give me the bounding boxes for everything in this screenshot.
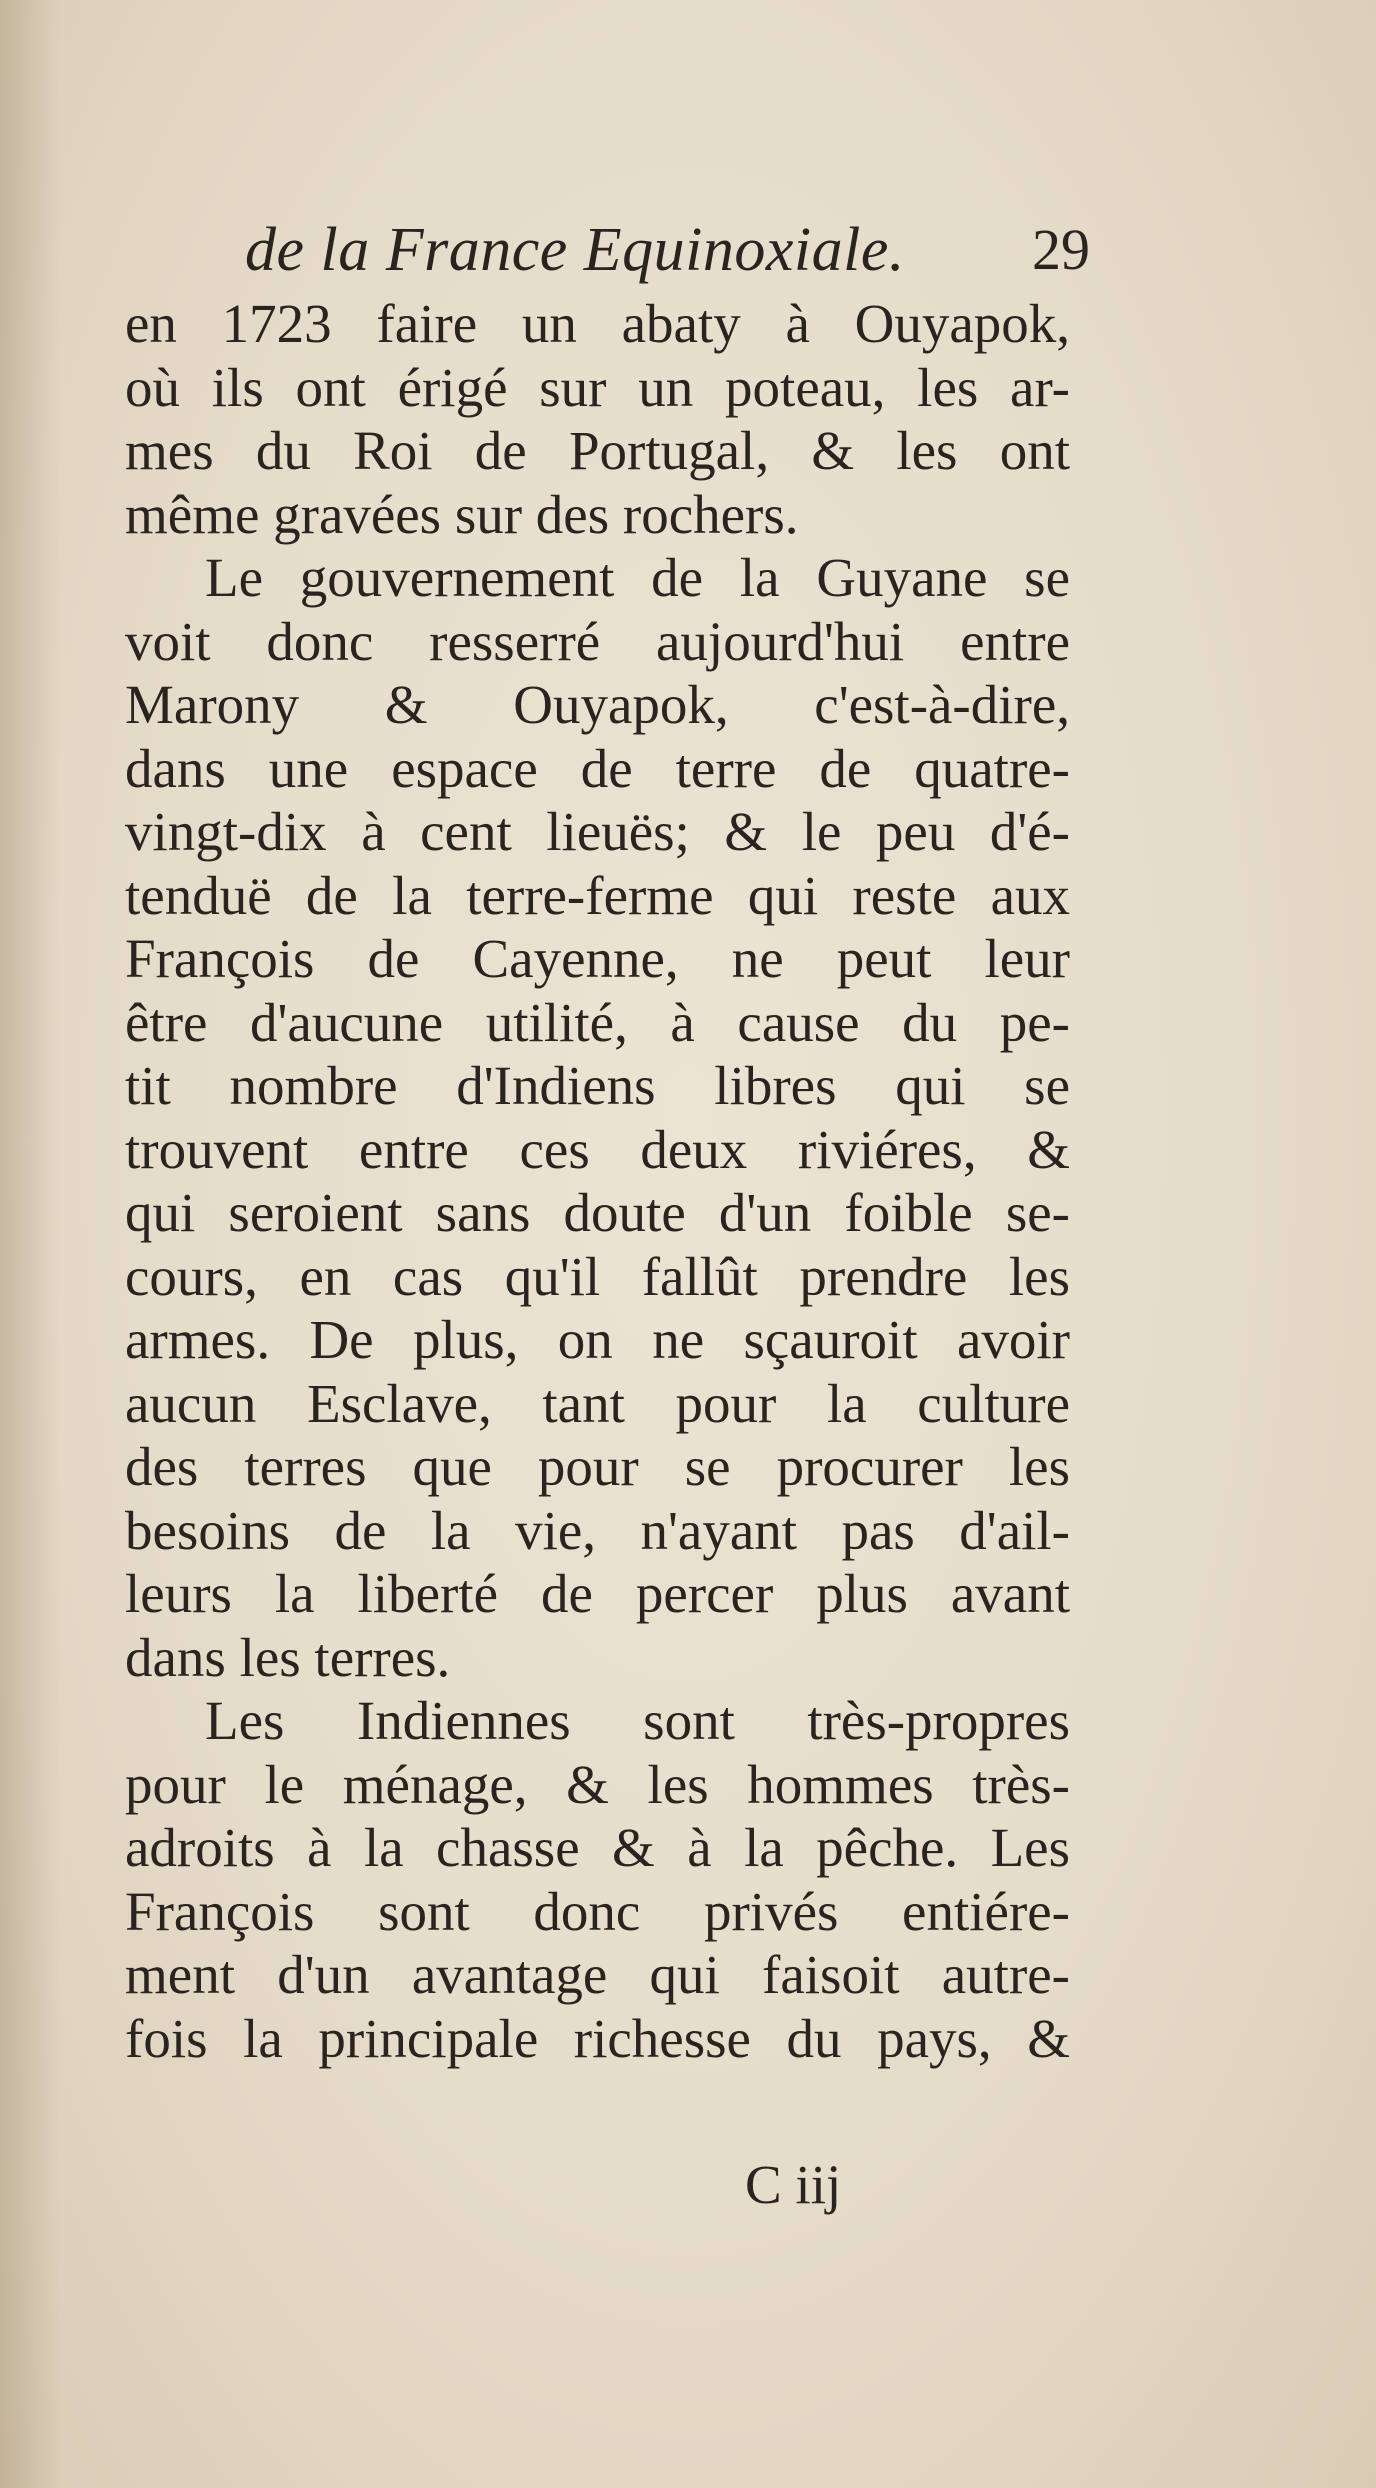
text-line: armes. De plus, on ne sçauroit avoir <box>125 1309 1070 1370</box>
page-number: 29 <box>1032 217 1090 282</box>
running-title: de la France Equinoxiale. <box>245 216 905 284</box>
text-line: Les Indiennes sont très-propres <box>205 1690 1070 1751</box>
text-line: où ils ont érigé sur un poteau, les ar- <box>125 356 1070 418</box>
text-line: Le gouvernement de la Guyane se <box>205 547 1070 608</box>
text-line: en 1723 faire un abaty à Ouyapok, <box>125 293 1070 354</box>
text-line: leurs la liberté de percer plus avant <box>125 1563 1070 1624</box>
text-line: mes du Roi de Portugal, & les ont <box>125 420 1070 481</box>
body-text <box>125 292 1070 2070</box>
text-line: tenduë de la terre-ferme qui reste aux <box>125 864 1070 926</box>
text-line: être d'aucune utilité, à cause du pe- <box>125 991 1070 1053</box>
running-head <box>245 205 1090 295</box>
paragraph-2 <box>125 546 1070 1689</box>
text-line: voit donc resserré aujourd'hui entre <box>125 610 1070 672</box>
signature-mark: C iij <box>745 2154 842 2215</box>
text-line: François de Cayenne, ne peut leur <box>125 928 1070 989</box>
text-line: aucun Esclave, tant pour la culture <box>125 1372 1070 1434</box>
text-line: des terres que pour se procurer les <box>125 1436 1070 1497</box>
text-line: pour le ménage, & les hommes très- <box>125 1753 1070 1815</box>
text-line: besoins de la vie, n'ayant pas d'ail- <box>125 1499 1070 1561</box>
page-gutter-shadow <box>0 0 60 2488</box>
text-line: vingt-dix à cent lieuës; & le peu d'é- <box>125 801 1070 862</box>
text-line: Marony & Ouyapok, c'est-à-dire, <box>125 674 1070 735</box>
text-line: cours, en cas qu'il fallût prendre les <box>125 1245 1070 1307</box>
text-line: ment d'un avantage qui faisoit autre- <box>125 1944 1070 2005</box>
text-line: dans les terres. <box>125 1626 451 1688</box>
text-line: dans une espace de terre de quatre- <box>125 737 1070 799</box>
text-line: qui seroient sans doute d'un foible se- <box>125 1182 1070 1243</box>
paragraph-3 <box>125 1689 1070 2070</box>
text-line: trouvent entre ces deux riviéres, & <box>125 1118 1070 1180</box>
text-line: fois la principale richesse du pays, & <box>125 2007 1070 2069</box>
text-line: François sont donc privés entiére- <box>125 1880 1070 1942</box>
paragraph-1 <box>125 292 1070 546</box>
text-line: adroits à la chasse & à la pêche. Les <box>125 1817 1070 1878</box>
text-line: tit nombre d'Indiens libres qui se <box>125 1055 1070 1116</box>
text-line: même gravées sur des rochers. <box>125 483 799 545</box>
